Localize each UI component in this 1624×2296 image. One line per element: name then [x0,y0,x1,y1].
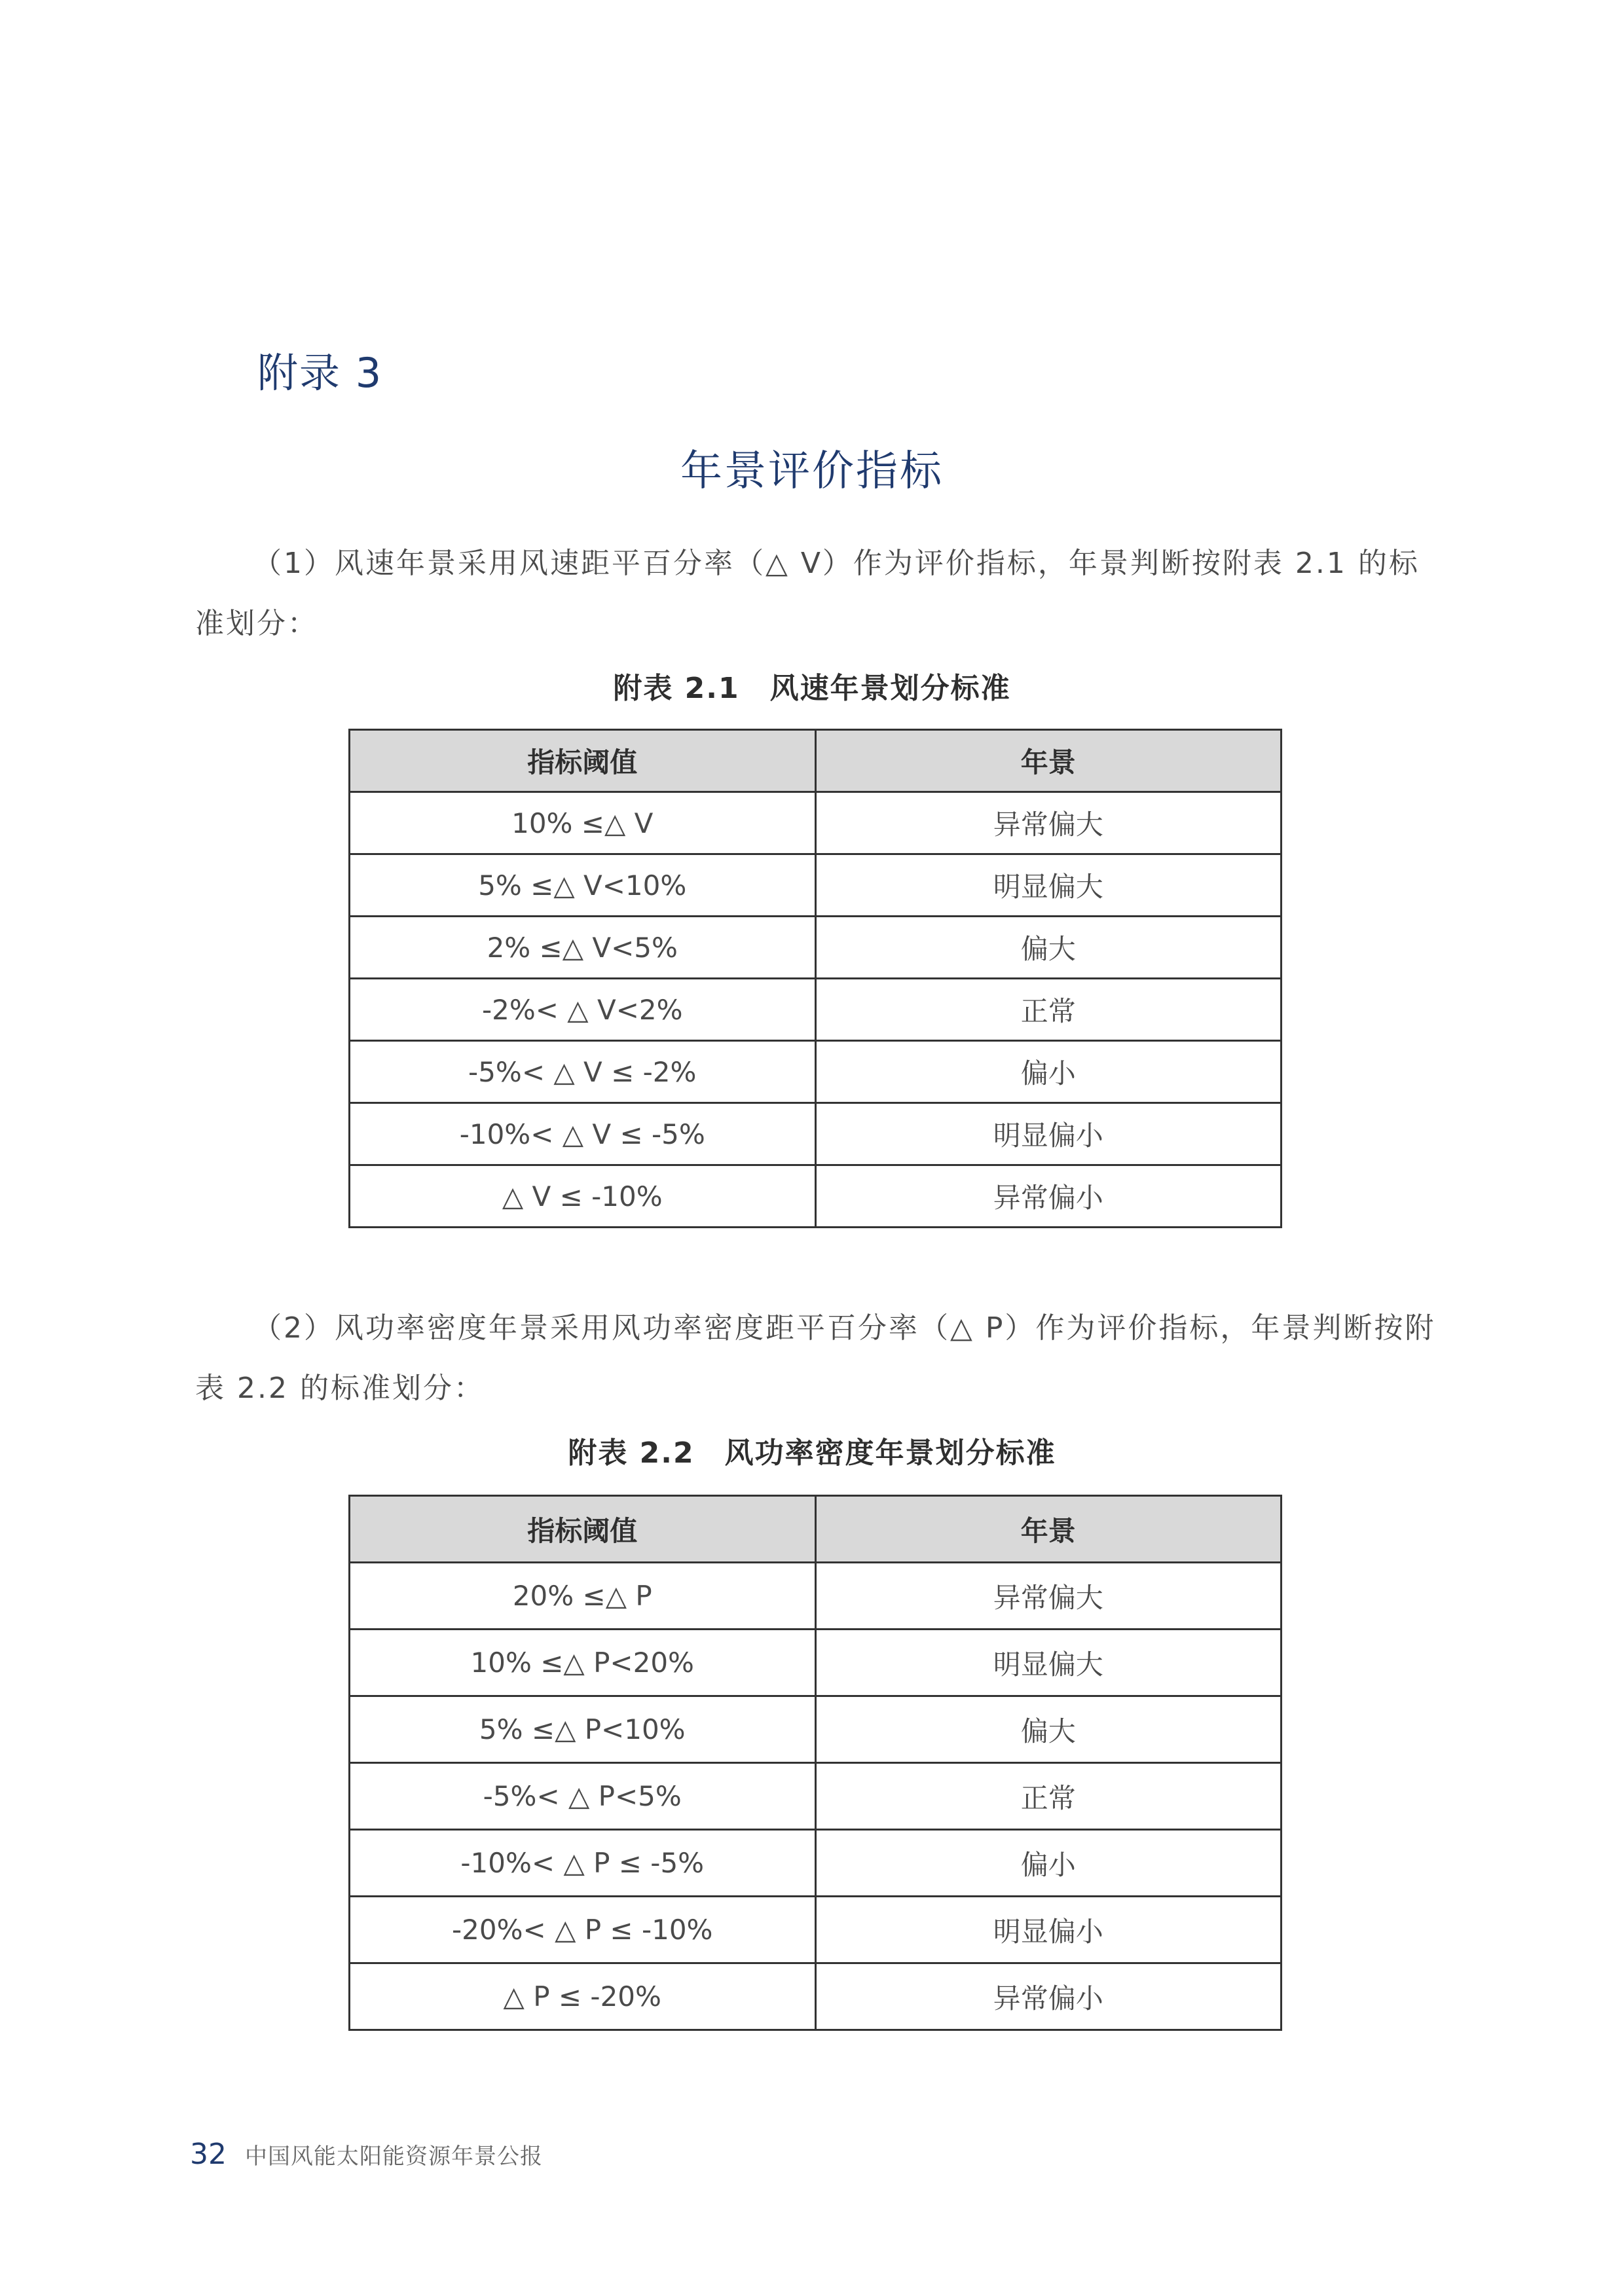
page-number: 32 [190,2138,227,2171]
table-row [350,1696,1282,1763]
table-row [350,1165,1282,1228]
table-row [350,1630,1282,1696]
table1-caption: 附表 2.1 风速年景划分标准 [613,672,1011,705]
wind-power-density-grade-table [348,1495,1282,2031]
table2-caption: 附表 2.2 风功率密度年景划分标准 [568,1436,1056,1470]
threshold-cell: 5% ≤△ P<10% [350,1696,816,1763]
grade-cell: 异常偏小 [815,1963,1282,2030]
grade-cell: 异常偏大 [815,1563,1282,1630]
grade-cell: 偏大 [815,1696,1282,1763]
threshold-cell: -10%< △ V ≤ -5% [350,1103,816,1165]
publication-title: 中国风能太阳能资源年景公报 [245,2143,543,2170]
header-grade: 年景 [815,1496,1282,1563]
grade-cell: 偏小 [815,1041,1282,1103]
grade-cell: 明显偏大 [815,1630,1282,1696]
header-threshold: 指标阈值 [350,1496,816,1563]
threshold-cell: 2% ≤△ V<5% [350,917,816,979]
threshold-cell: △ P ≤ -20% [350,1963,816,2030]
grade-cell: 明显偏小 [815,1897,1282,1963]
header-grade: 年景 [815,730,1282,792]
table-row [350,1897,1282,1963]
threshold-cell: △ V ≤ -10% [350,1165,816,1228]
grade-cell: 异常偏大 [815,792,1282,854]
table-row [350,1103,1282,1165]
threshold-cell: -5%< △ P<5% [350,1763,816,1830]
grade-cell: 明显偏大 [815,854,1282,917]
threshold-cell: 5% ≤△ V<10% [350,854,816,917]
grade-cell: 正常 [815,1763,1282,1830]
table-row [350,979,1282,1041]
table-header-row [350,730,1282,792]
threshold-cell: 20% ≤△ P [350,1563,816,1630]
threshold-cell: 10% ≤△ V [350,792,816,854]
paragraph-wind-speed: （1）风速年景采用风速距平百分率（△ V）作为评价指标，年景判断按附表 2.1 的标准划分： [195,547,1420,640]
page-footer [190,2138,543,2171]
table-row [350,1041,1282,1103]
table-row [350,1563,1282,1630]
threshold-cell: -5%< △ V ≤ -2% [350,1041,816,1103]
threshold-cell: 10% ≤△ P<20% [350,1630,816,1696]
wind-speed-grade-table [348,729,1282,1228]
appendix-label: 附录 3 [257,349,383,397]
table-row [350,1830,1282,1897]
threshold-cell: -10%< △ P ≤ -5% [350,1830,816,1897]
table-row [350,1963,1282,2030]
grade-cell: 正常 [815,979,1282,1041]
table-row [350,792,1282,854]
table-row [350,854,1282,917]
threshold-cell: -20%< △ P ≤ -10% [350,1897,816,1963]
header-threshold: 指标阈值 [350,730,816,792]
grade-cell: 明显偏小 [815,1103,1282,1165]
table-row [350,917,1282,979]
grade-cell: 异常偏小 [815,1165,1282,1228]
paragraph-wind-power-density: （2）风功率密度年景采用风功率密度距平百分率（△ P）作为评价指标，年景判断按附表 2.2 的标准划分： [195,1311,1436,1405]
section-title: 年景评价指标 [680,447,944,496]
table-header-row [350,1496,1282,1563]
table-row [350,1763,1282,1830]
threshold-cell: -2%< △ V<2% [350,979,816,1041]
grade-cell: 偏小 [815,1830,1282,1897]
grade-cell: 偏大 [815,917,1282,979]
